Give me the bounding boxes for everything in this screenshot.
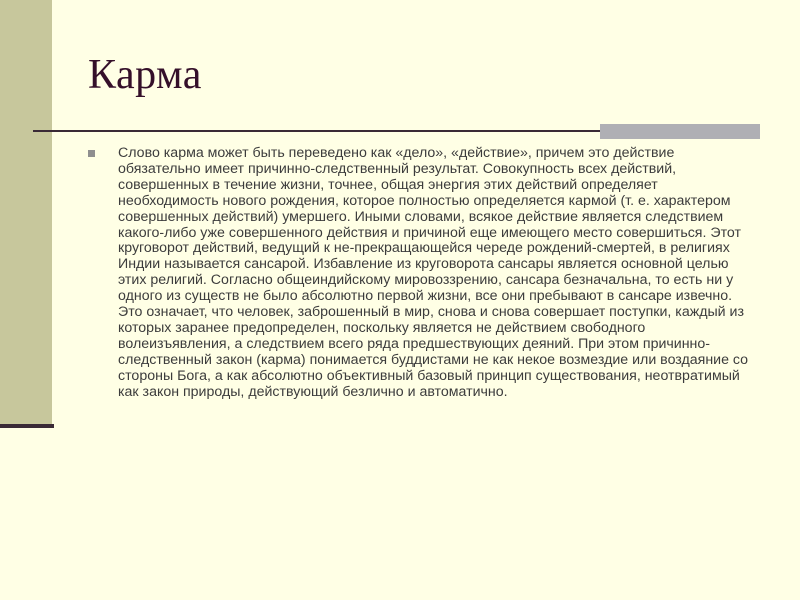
- left-band-bottom-edge: [0, 424, 54, 428]
- left-decorative-band: [0, 0, 52, 428]
- title-divider-accent: [600, 124, 760, 139]
- slide-title: Карма: [88, 52, 202, 98]
- slide-body-text: Слово карма может быть переведено как «дело», «действие», причем это действие обязательно имеет причинно-следственный результат. Совокупность всех действий, совершенных в течение жизни, точнее, общая энергия этих действий определяет необходимость нового рождения, которое полностью определяется кармой (т. е. характером совершенных действий) умершего. Иными словами, всякое действие является следствием какого-либо уже совершенного действия и причиной еще имеющего место совершиться. Этот круговорот действий, ведущий к не-прекращающейся череде рождений-смертей, в религиях Индии называется сансарой. Избавление из круговорота сансары является основной целью этих религий. Согласно общеиндийскому мировоззрению, сансара безначальна, то есть ни у одного из существ не было абсолютно первой жизни, все они пребывают в сансаре извечно. Это означает, что человек, заброшенный в мир, снова и снова совершает поступки, каждый из которых заранее предопределен, поскольку является не действием свободного волеизъявления, а следствием всего ряда предшествующих деяний. При этом причинно-следственный закон (карма) понимается буддистами не как некое возмездие или воздаяние со стороны Бога, а как абсолютно объективный базовый принцип существования, неотвратимый как закон природы, действующий безлично и автоматично.: [118, 145, 749, 400]
- square-bullet-icon: [88, 150, 95, 157]
